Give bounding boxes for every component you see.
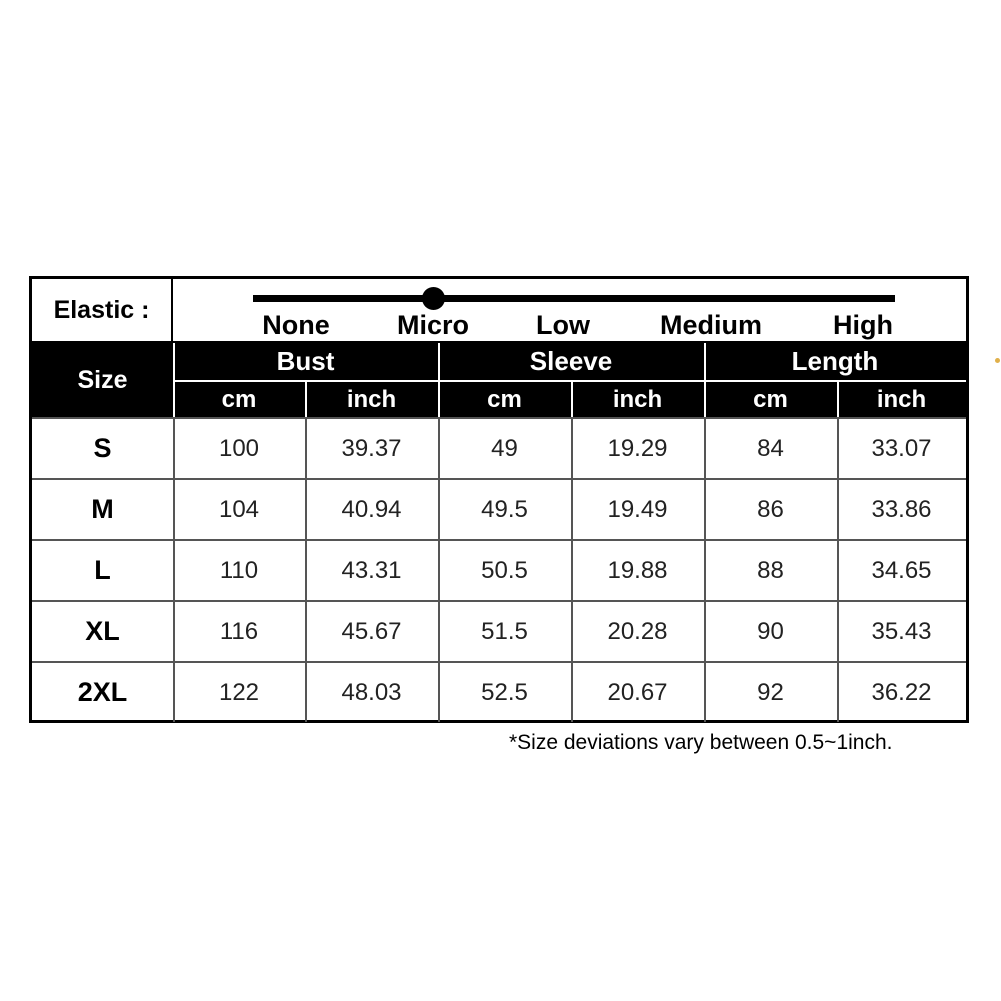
sleeve-cm-header: cm [487, 386, 522, 413]
cell-divider [173, 663, 175, 722]
length-inch-cell: 36.22 [871, 679, 932, 706]
table-header [32, 343, 966, 417]
bust-cm-cell: 110 [219, 557, 259, 584]
cell-divider [438, 480, 440, 539]
elastic-level-micro: Micro [396, 310, 470, 340]
cell-divider [704, 663, 706, 722]
sleeve-cm-cell: 49.5 [481, 496, 528, 523]
elastic-level-none: None [262, 310, 330, 340]
length-cm-cell: 84 [757, 435, 784, 462]
elastic-scale-track [253, 295, 895, 302]
sleeve-inch-cell: 19.29 [607, 435, 668, 462]
bust-inch-cell: 43.31 [341, 557, 402, 584]
sleeve-cm-cell: 52.5 [481, 679, 528, 706]
length-cm-cell: 90 [757, 618, 784, 645]
size-chart [29, 276, 969, 723]
length-cm-cell: 88 [757, 557, 784, 584]
sleeve-inch-header: inch [612, 386, 663, 413]
length-header: Length [791, 346, 879, 376]
cell-divider [305, 663, 307, 722]
cell-divider [837, 419, 839, 478]
length-inch-cell: 33.07 [871, 435, 932, 462]
size-cell: 2XL [77, 677, 128, 707]
sleeve-inch-cell: 20.67 [607, 679, 668, 706]
table-row [32, 600, 966, 661]
cell-divider [173, 480, 175, 539]
cell-divider [571, 419, 573, 478]
bust-inch-cell: 45.67 [341, 618, 402, 645]
sleeve-inch-cell: 20.28 [607, 618, 668, 645]
size-cell: L [94, 555, 111, 585]
table-row [32, 478, 966, 539]
cell-divider [173, 602, 175, 661]
table-row [32, 417, 966, 478]
cell-divider [571, 663, 573, 722]
table-row [32, 661, 966, 722]
cell-divider [438, 419, 440, 478]
sleeve-inch-cell: 19.49 [607, 496, 668, 523]
cell-divider [438, 602, 440, 661]
bust-inch-cell: 48.03 [341, 679, 402, 706]
cell-divider [704, 480, 706, 539]
cell-divider [837, 480, 839, 539]
elastic-scale-marker [422, 287, 445, 310]
cell-divider [837, 602, 839, 661]
length-cm-header: cm [753, 386, 788, 413]
length-inch-cell: 34.65 [871, 557, 932, 584]
bust-inch-cell: 40.94 [341, 496, 402, 523]
cell-divider [837, 663, 839, 722]
elastic-level-high: High [833, 310, 893, 340]
length-inch-header: inch [876, 386, 927, 413]
elastic-label: Elastic : [32, 279, 173, 341]
cell-divider [571, 480, 573, 539]
sleeve-header: Sleeve [529, 346, 613, 376]
sleeve-inch-cell: 19.88 [607, 557, 668, 584]
cell-divider [704, 602, 706, 661]
sleeve-cm-cell: 49 [491, 435, 518, 462]
size-cell: M [91, 494, 114, 524]
size-cell: S [93, 433, 112, 463]
bust-cm-header: cm [221, 386, 257, 413]
cell-divider [438, 663, 440, 722]
sleeve-cm-cell: 50.5 [481, 557, 528, 584]
bust-cm-cell: 122 [218, 679, 260, 706]
cell-divider [571, 602, 573, 661]
sleeve-cm-cell: 51.5 [481, 618, 528, 645]
bust-cm-cell: 100 [218, 435, 260, 462]
elastic-level-low: Low [536, 310, 590, 340]
size-column-header: Size [77, 366, 128, 394]
length-cm-cell: 86 [757, 496, 784, 523]
cell-divider [704, 419, 706, 478]
cell-divider [305, 419, 307, 478]
cell-divider [305, 541, 307, 600]
size-footnote: *Size deviations vary between 0.5~1inch. [509, 731, 893, 754]
length-cm-cell: 92 [757, 679, 784, 706]
decorative-dot [995, 358, 1000, 363]
cell-divider [305, 480, 307, 539]
size-cell: XL [85, 616, 120, 646]
elastic-level-medium: Medium [659, 310, 763, 340]
bust-header: Bust [276, 346, 335, 376]
cell-divider [438, 541, 440, 600]
cell-divider [571, 541, 573, 600]
length-inch-cell: 35.43 [871, 618, 932, 645]
cell-divider [704, 541, 706, 600]
length-inch-cell: 33.86 [871, 496, 932, 523]
bust-cm-cell: 116 [219, 618, 259, 645]
table-row [32, 539, 966, 600]
cell-divider [305, 602, 307, 661]
bust-inch-cell: 39.37 [341, 435, 402, 462]
cell-divider [173, 541, 175, 600]
bust-cm-cell: 104 [218, 496, 260, 523]
cell-divider [837, 541, 839, 600]
cell-divider [173, 419, 175, 478]
bust-inch-header: inch [346, 386, 397, 413]
elastic-row [32, 279, 966, 343]
